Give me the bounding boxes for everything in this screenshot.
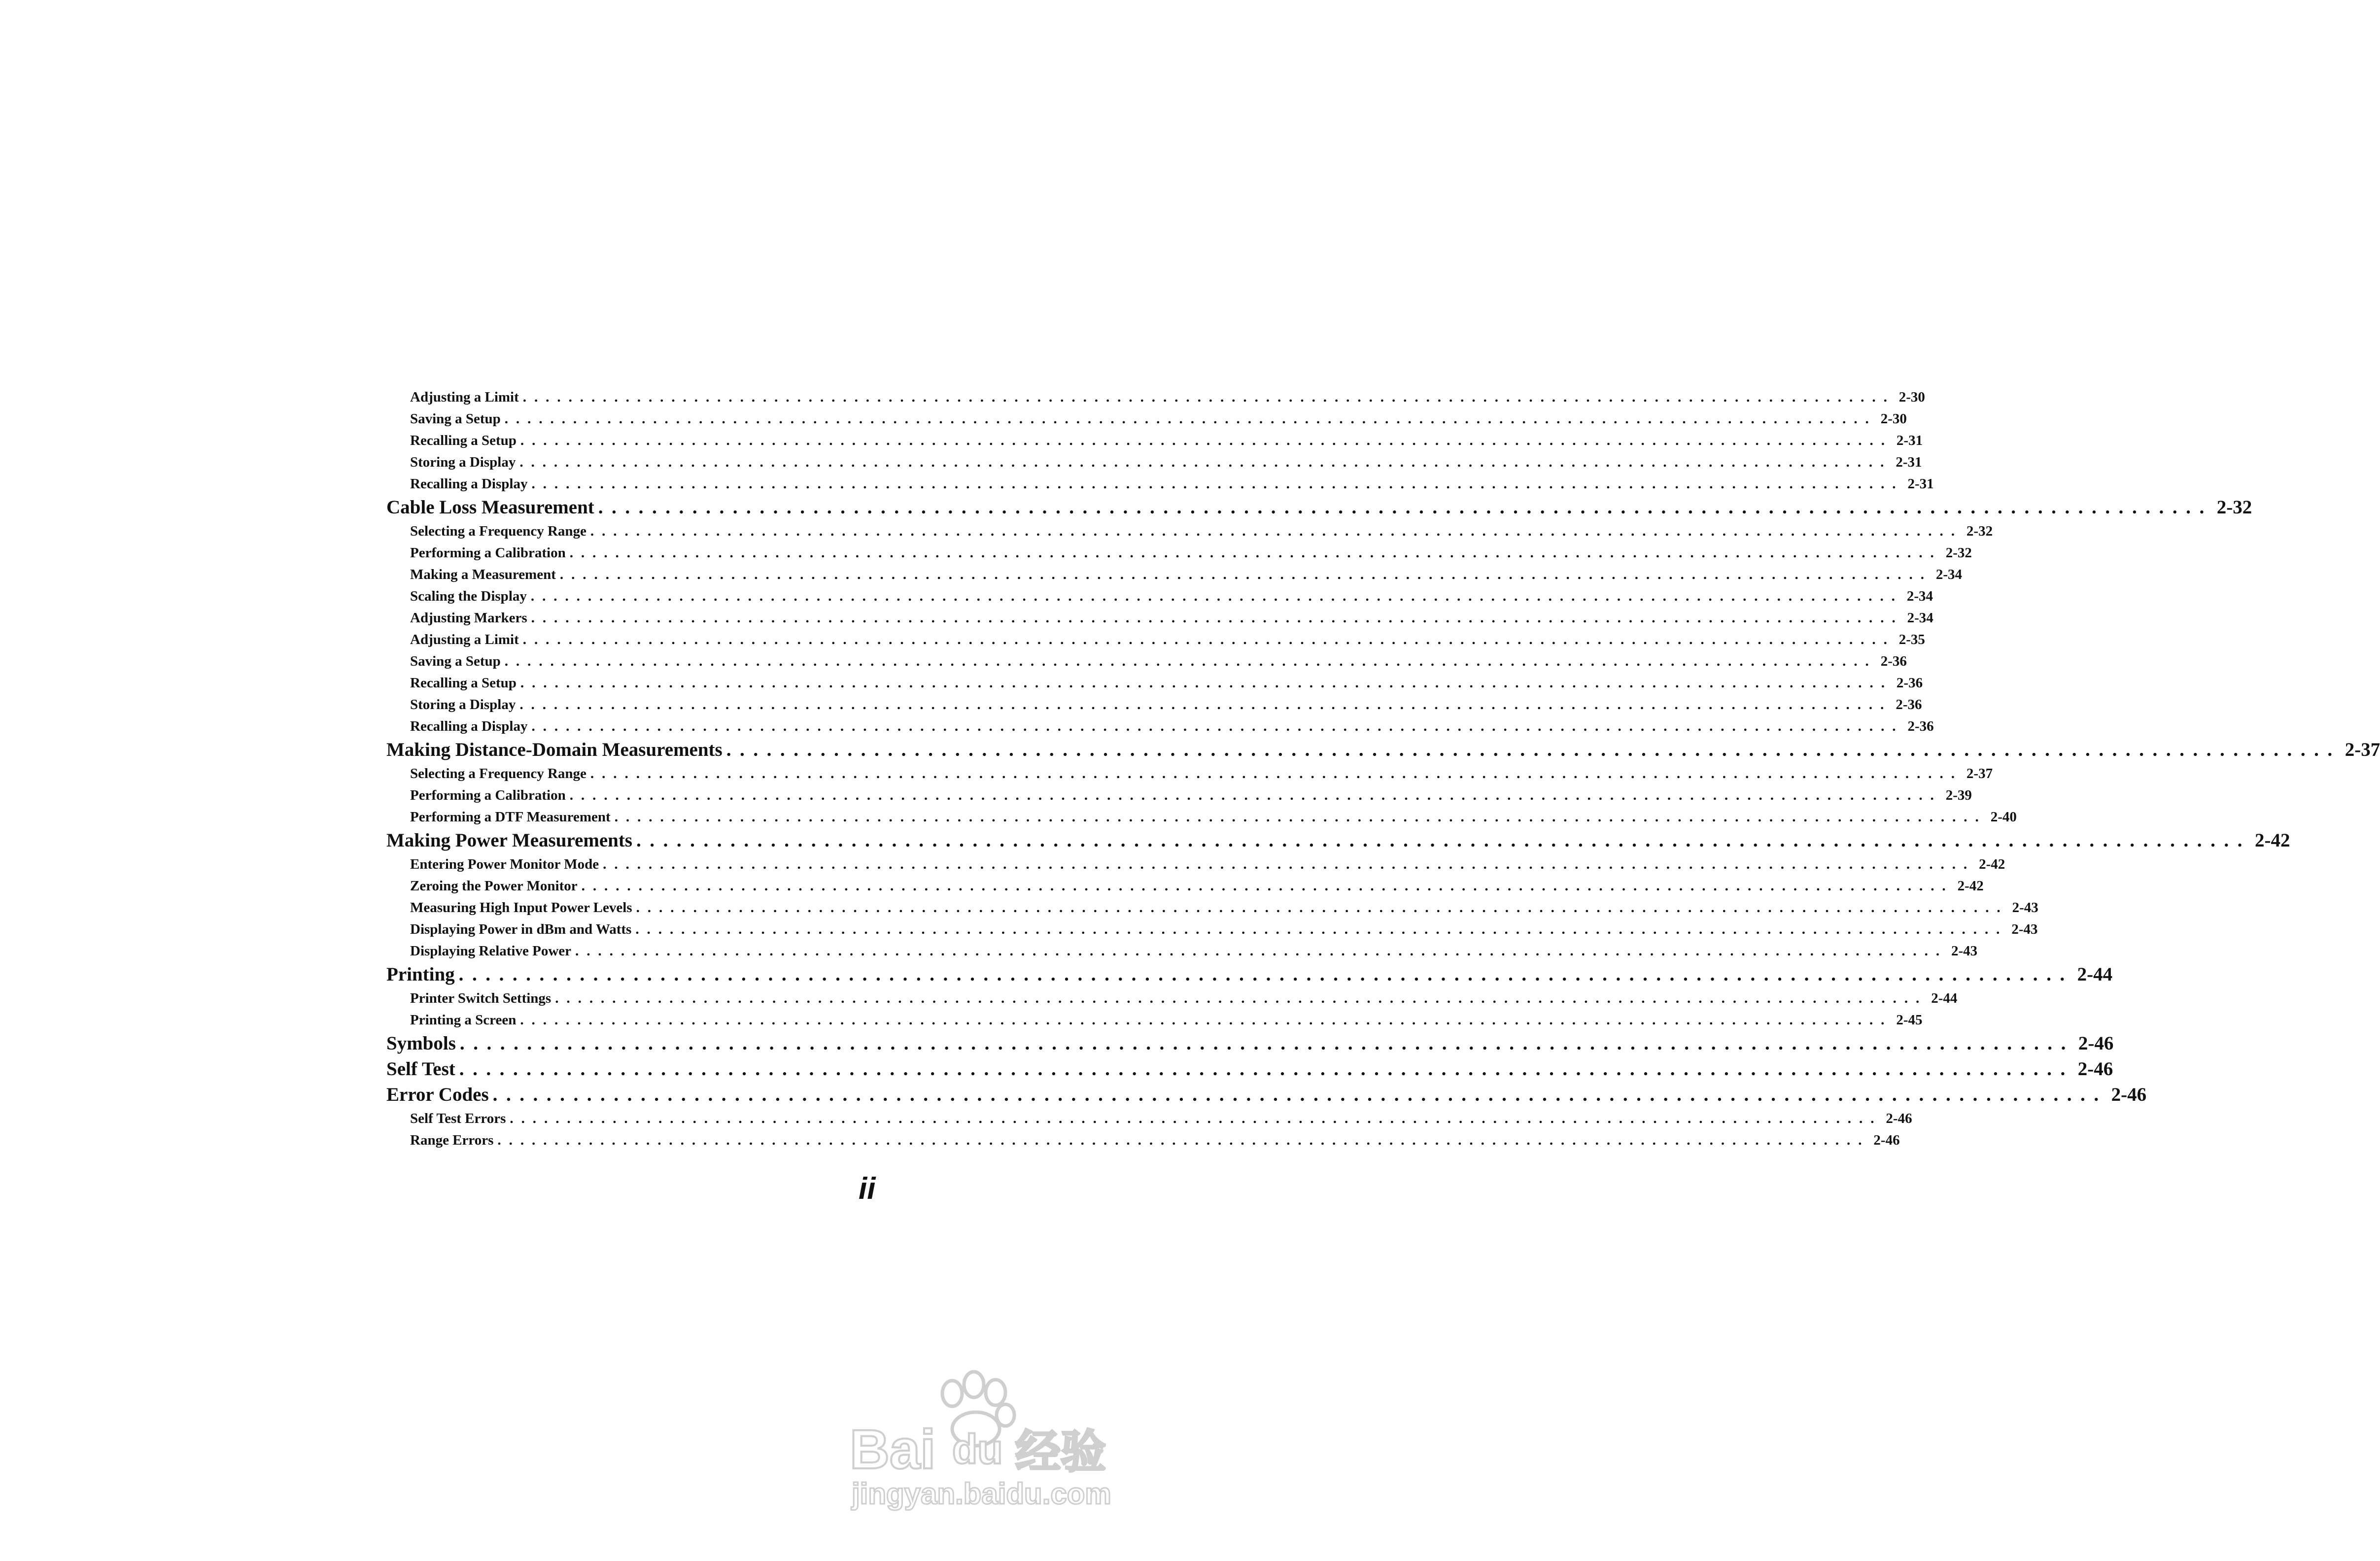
watermark-brand: Bai bbox=[850, 1419, 936, 1480]
toc-entry-title: Displaying Power in dBm and Watts bbox=[410, 921, 632, 937]
toc-entry-page: 2-32 bbox=[1945, 545, 1972, 561]
dot-leader: ........................................................................................................................ bbox=[530, 588, 1903, 604]
toc-entry-title: Selecting a Frequency Range bbox=[410, 523, 586, 539]
toc-entry-title: Performing a Calibration bbox=[410, 787, 566, 803]
toc-subsection-entry[interactable] bbox=[386, 629, 1925, 650]
table-of-contents bbox=[386, 386, 2380, 1151]
toc-entry-page: 2-46 bbox=[1873, 1132, 1900, 1148]
dot-leader: ........................................................................................................................ bbox=[590, 766, 1963, 781]
toc-entry-title: Scaling the Display bbox=[410, 588, 527, 604]
toc-entry-page: 2-43 bbox=[2012, 900, 2038, 916]
toc-subsection-entry[interactable] bbox=[386, 897, 2038, 918]
toc-entry-page: 2-34 bbox=[1906, 588, 1933, 604]
toc-entry-title: Saving a Setup bbox=[410, 653, 501, 669]
toc-entry-page: 2-43 bbox=[2011, 921, 2038, 937]
toc-entry-page: 2-39 bbox=[1945, 787, 1972, 803]
toc-entry-page: 2-30 bbox=[1880, 411, 1907, 427]
toc-subsection-entry[interactable] bbox=[386, 784, 1972, 806]
toc-section-entry[interactable] bbox=[386, 962, 2113, 987]
toc-entry-title: Recalling a Setup bbox=[410, 433, 517, 448]
toc-entry-title: Displaying Relative Power bbox=[410, 943, 572, 959]
toc-entry-page: 2-46 bbox=[2078, 1033, 2114, 1054]
toc-subsection-entry[interactable] bbox=[386, 564, 1963, 585]
toc-subsection-entry[interactable] bbox=[386, 987, 1958, 1009]
dot-leader: ........................................................................................................................ bbox=[575, 943, 1948, 959]
toc-subsection-entry[interactable] bbox=[386, 451, 1922, 473]
toc-subsection-entry[interactable] bbox=[386, 520, 1993, 542]
toc-entry-title: Saving a Setup bbox=[410, 411, 501, 427]
watermark-brand-suffix: du bbox=[952, 1426, 1003, 1472]
toc-entry-title: Printing bbox=[386, 964, 455, 985]
toc-entry-title: Adjusting Markers bbox=[410, 610, 527, 626]
toc-entry-page: 2-36 bbox=[1896, 675, 1923, 691]
toc-entry-page: 2-30 bbox=[1898, 389, 1925, 405]
toc-subsection-entry[interactable] bbox=[386, 650, 1907, 672]
dot-leader: ........................................................................................................................ bbox=[510, 1111, 1882, 1126]
toc-entry-page: 2-36 bbox=[1907, 718, 1934, 734]
dot-leader: ........................................................................................................................ bbox=[520, 1012, 1893, 1028]
toc-entry-title: Cable Loss Measurement bbox=[386, 497, 594, 518]
toc-section-entry[interactable] bbox=[386, 737, 2380, 763]
toc-entry-page: 2-35 bbox=[1898, 632, 1925, 647]
toc-entry-page: 2-45 bbox=[1896, 1012, 1923, 1028]
toc-entry-page: 2-40 bbox=[1990, 809, 2017, 825]
toc-entry-title: Adjusting a Limit bbox=[410, 632, 519, 647]
toc-entry-title: Measuring High Input Power Levels bbox=[410, 900, 632, 916]
dot-leader: ........................................................................................................................ bbox=[636, 830, 2251, 851]
dot-leader: ........................................................................................................................ bbox=[635, 921, 2008, 937]
toc-entry-title: Range Errors bbox=[410, 1132, 494, 1148]
dot-leader: ........................................................................................................................ bbox=[603, 856, 1975, 872]
dot-leader: ........................................................................................................................ bbox=[497, 1132, 1870, 1148]
toc-subsection-entry[interactable] bbox=[386, 875, 1984, 897]
toc-entry-title: Performing a DTF Measurement bbox=[410, 809, 611, 825]
dot-leader: ........................................................................................................................ bbox=[569, 787, 1942, 803]
toc-entry-page: 2-34 bbox=[1935, 567, 1963, 582]
toc-subsection-entry[interactable] bbox=[386, 940, 1978, 962]
dot-leader: ........................................................................................................................ bbox=[531, 476, 1904, 492]
toc-subsection-entry[interactable] bbox=[386, 542, 1972, 564]
toc-section-entry[interactable] bbox=[386, 1031, 2114, 1056]
dot-leader: ........................................................................................................................ bbox=[531, 718, 1904, 734]
page-number: ii bbox=[859, 1172, 876, 1206]
toc-entry-title: Printer Switch Settings bbox=[410, 990, 552, 1006]
toc-entry-page: 2-31 bbox=[1907, 476, 1934, 492]
toc-subsection-entry[interactable] bbox=[386, 1009, 1923, 1031]
toc-entry-title: Making Power Measurements bbox=[386, 830, 632, 851]
toc-subsection-entry[interactable] bbox=[386, 672, 1923, 694]
dot-leader: ........................................................................................................................ bbox=[590, 523, 1963, 539]
toc-entry-page: 2-36 bbox=[1880, 653, 1907, 669]
toc-entry-title: Symbols bbox=[386, 1033, 456, 1054]
toc-entry-title: Making a Measurement bbox=[410, 567, 556, 582]
toc-section-entry[interactable] bbox=[386, 495, 2252, 520]
toc-entry-page: 2-37 bbox=[1966, 766, 1993, 781]
toc-subsection-entry[interactable] bbox=[386, 918, 2038, 940]
dot-leader: ........................................................................................................................ bbox=[459, 1058, 2074, 1080]
toc-entry-title: Adjusting a Limit bbox=[410, 389, 519, 405]
toc-entry-page: 2-31 bbox=[1896, 454, 1922, 470]
dot-leader: ........................................................................................................................ bbox=[726, 739, 2341, 760]
toc-subsection-entry[interactable] bbox=[386, 386, 1925, 408]
toc-entry-page: 2-34 bbox=[1907, 610, 1933, 626]
dot-leader: ........................................................................................................................ bbox=[581, 878, 1954, 894]
dot-leader: ........................................................................................................................ bbox=[458, 964, 2073, 985]
dot-leader: ........................................................................................................................ bbox=[531, 610, 1903, 626]
toc-subsection-entry[interactable] bbox=[386, 585, 1933, 607]
toc-entry-title: Making Distance-Domain Measurements bbox=[386, 739, 723, 760]
toc-entry-title: Recalling a Display bbox=[410, 718, 528, 734]
dot-leader: ........................................................................................................................ bbox=[522, 389, 1895, 405]
dot-leader: ........................................................................................................................ bbox=[519, 697, 1892, 713]
dot-leader: ........................................................................................................................ bbox=[598, 497, 2213, 518]
toc-entry-page: 2-42 bbox=[1979, 856, 2005, 872]
toc-entry-title: Performing a Calibration bbox=[410, 545, 566, 561]
dot-leader: ........................................................................................................................ bbox=[520, 675, 1893, 691]
toc-subsection-entry[interactable] bbox=[386, 763, 1993, 784]
toc-section-entry[interactable] bbox=[386, 1082, 2147, 1108]
toc-section-entry[interactable] bbox=[386, 1056, 2113, 1082]
dot-leader: ........................................................................................................................ bbox=[559, 567, 1932, 582]
baidu-jingyan-watermark bbox=[848, 1365, 1129, 1513]
dot-leader: ........................................................................................................................ bbox=[504, 411, 1877, 427]
toc-entry-page: 2-37 bbox=[2345, 739, 2380, 760]
toc-entry-page: 2-42 bbox=[1957, 878, 1984, 894]
watermark-service: 经验 bbox=[1015, 1425, 1106, 1478]
toc-entry-title: Selecting a Frequency Range bbox=[410, 766, 586, 781]
toc-entry-title: Recalling a Display bbox=[410, 476, 528, 492]
toc-subsection-entry[interactable] bbox=[386, 1108, 1912, 1129]
dot-leader: ........................................................................................................................ bbox=[522, 632, 1895, 647]
toc-entry-page: 2-46 bbox=[1886, 1111, 1912, 1126]
toc-entry-page: 2-46 bbox=[2111, 1084, 2147, 1105]
toc-subsection-entry[interactable] bbox=[386, 806, 2017, 828]
dot-leader: ........................................................................................................................ bbox=[569, 545, 1942, 561]
toc-section-entry[interactable] bbox=[386, 828, 2290, 853]
toc-entry-title: Self Test Errors bbox=[410, 1111, 506, 1126]
toc-entry-page: 2-36 bbox=[1896, 697, 1922, 713]
toc-entry-title: Zeroing the Power Monitor bbox=[410, 878, 578, 894]
dot-leader: ........................................................................................................................ bbox=[519, 454, 1892, 470]
toc-entry-title: Entering Power Monitor Mode bbox=[410, 856, 599, 872]
toc-entry-page: 2-42 bbox=[2254, 830, 2290, 851]
dot-leader: ........................................................................................................................ bbox=[614, 809, 1987, 825]
toc-entry-page: 2-44 bbox=[1931, 990, 1958, 1006]
toc-entry-page: 2-31 bbox=[1896, 433, 1923, 448]
toc-entry-page: 2-44 bbox=[2077, 964, 2113, 985]
dot-leader: ........................................................................................................................ bbox=[636, 900, 2008, 916]
toc-subsection-entry[interactable] bbox=[386, 853, 2005, 875]
toc-subsection-entry[interactable] bbox=[386, 715, 1934, 737]
toc-entry-page: 2-46 bbox=[2077, 1058, 2113, 1080]
dot-leader: ........................................................................................................................ bbox=[492, 1084, 2107, 1105]
toc-subsection-entry[interactable] bbox=[386, 694, 1922, 715]
toc-entry-title: Recalling a Setup bbox=[410, 675, 517, 691]
dot-leader: ........................................................................................................................ bbox=[555, 990, 1928, 1006]
toc-entry-title: Storing a Display bbox=[410, 697, 516, 713]
toc-entry-title: Error Codes bbox=[386, 1084, 489, 1105]
dot-leader: ........................................................................................................................ bbox=[520, 433, 1893, 448]
toc-entry-title: Printing a Screen bbox=[410, 1012, 517, 1028]
toc-subsection-entry[interactable] bbox=[386, 408, 1907, 430]
toc-entry-page: 2-32 bbox=[1966, 523, 1993, 539]
dot-leader: ........................................................................................................................ bbox=[459, 1033, 2074, 1054]
toc-entry-page: 2-43 bbox=[1951, 943, 1978, 959]
toc-subsection-entry[interactable] bbox=[386, 430, 1923, 451]
toc-entry-page: 2-32 bbox=[2216, 497, 2252, 518]
toc-entry-title: Storing a Display bbox=[410, 454, 516, 470]
toc-subsection-entry[interactable] bbox=[386, 473, 1934, 495]
dot-leader: ........................................................................................................................ bbox=[504, 653, 1877, 669]
toc-entry-title: Self Test bbox=[386, 1058, 455, 1080]
watermark-url: jingyan.baidu.com bbox=[852, 1477, 1111, 1510]
toc-subsection-entry[interactable] bbox=[386, 607, 1933, 629]
toc-subsection-entry[interactable] bbox=[386, 1129, 1900, 1151]
